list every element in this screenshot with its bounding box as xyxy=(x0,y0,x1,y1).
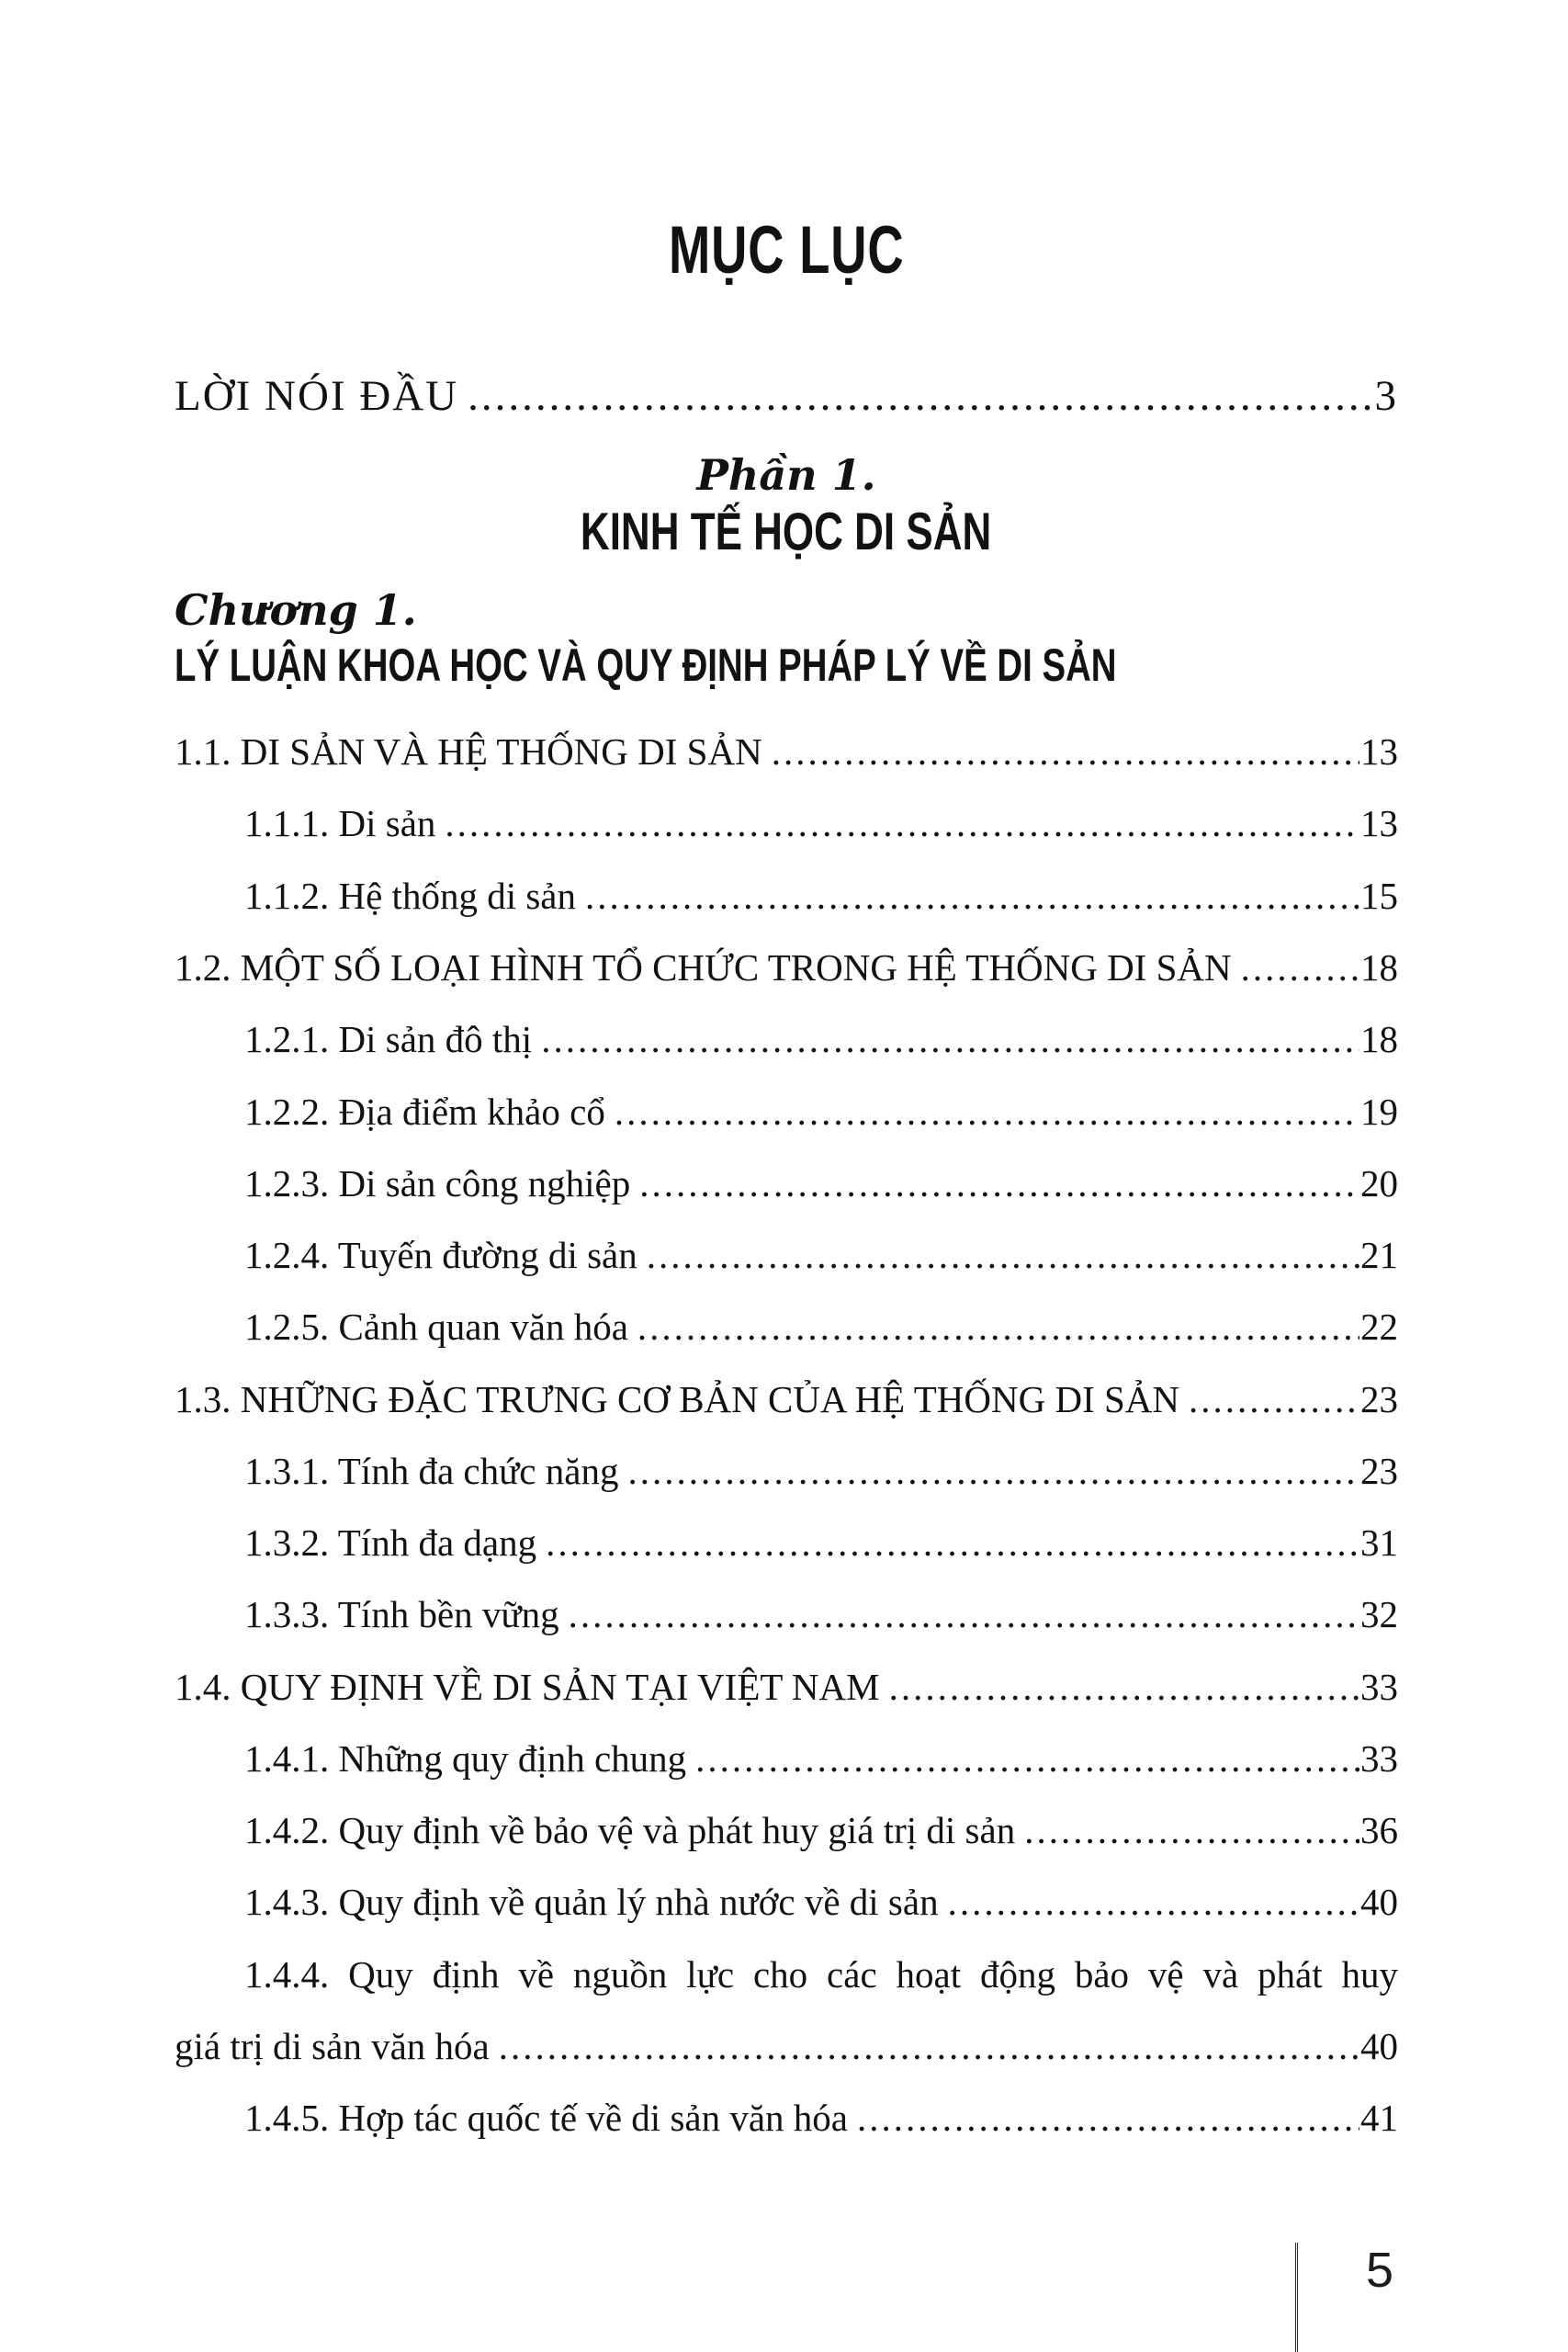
toc-entry-label: 1.3.3. Tính bền vững xyxy=(244,1593,559,1636)
part-title xyxy=(175,503,1398,560)
toc-entry-page: 19 xyxy=(1360,1090,1398,1133)
toc-entry xyxy=(175,1451,1398,1491)
toc-entry-label: 1.4. QUY ĐỊNH VỀ DI SẢN TẠI VIỆT NAM xyxy=(175,1665,880,1708)
toc-entry xyxy=(175,1163,1398,1204)
toc-entry xyxy=(175,1522,1398,1563)
toc-entry xyxy=(175,2098,1398,2138)
toc-entry xyxy=(175,1594,1398,1634)
page-content xyxy=(175,0,1398,2170)
toc-entry-label: 1.1. DI SẢN VÀ HỆ THỐNG DI SẢN xyxy=(175,730,762,774)
toc-entry xyxy=(175,1882,1398,1922)
toc-entry-label: 1.4.2. Quy định về bảo vệ và phát huy giá trị di sản xyxy=(244,1809,1016,1852)
toc-entry-page: 21 xyxy=(1360,1234,1398,1277)
toc-entry xyxy=(175,1667,1398,1707)
toc-entry-wrapped-first-line: 1.4.4. Quy định về nguồn lực cho các hoạt động bảo vệ và phát huy xyxy=(244,1952,1398,1996)
dot-leader xyxy=(499,2026,1359,2066)
toc-entry-page: 13 xyxy=(1360,730,1398,774)
toc-entry-preface xyxy=(175,373,1398,420)
toc-entry-page: 18 xyxy=(1360,946,1398,989)
toc-entry-label: 1.4.3. Quy định về quản lý nhà nước về di sản xyxy=(244,1881,939,1924)
dot-leader xyxy=(1241,947,1359,988)
toc-entry-label: 1.2.2. Địa điểm khảo cổ xyxy=(244,1090,605,1133)
toc-entry-page: 33 xyxy=(1360,1665,1398,1708)
part-kicker: Phần 1. xyxy=(696,449,876,500)
footer-page-number: 5 xyxy=(1365,2243,1394,2298)
toc-entry xyxy=(175,1379,1398,1419)
dot-leader xyxy=(546,1522,1359,1563)
toc-entry-label: 1.3.2. Tính đa dạng xyxy=(244,1521,537,1565)
toc-entry xyxy=(175,1019,1398,1059)
toc-entry xyxy=(175,1235,1398,1275)
toc-entry-label: 1.2.1. Di sản đô thị xyxy=(244,1018,533,1061)
dot-leader xyxy=(637,1306,1359,1347)
toc-entry-label: 1.2. MỘT SỐ LOẠI HÌNH TỔ CHỨC TRONG HỆ THỐNG DI SẢN xyxy=(175,946,1232,989)
dot-leader xyxy=(585,876,1359,916)
toc-entry xyxy=(175,803,1398,843)
dot-leader xyxy=(948,1882,1359,1922)
toc-entry-label: 1.2.5. Cảnh quan văn hóa xyxy=(244,1306,628,1349)
footer-rule xyxy=(1295,2243,1298,2352)
toc-entry xyxy=(175,1306,1398,1347)
dot-leader xyxy=(1189,1379,1359,1419)
toc-entry-label: 1.3. NHỮNG ĐẶC TRƯNG CƠ BẢN CỦA HỆ THỐNG DI SẢN xyxy=(175,1377,1179,1420)
toc-entry xyxy=(175,731,1398,772)
toc-entry-page: 15 xyxy=(1360,874,1398,917)
dot-leader xyxy=(541,1019,1359,1059)
chapter-title xyxy=(175,640,1398,691)
toc-entry-page: 23 xyxy=(1360,1449,1398,1492)
toc-entry-page: 40 xyxy=(1360,2025,1398,2067)
toc-entry-label: 1.1.2. Hệ thống di sản xyxy=(244,874,576,917)
toc-entry xyxy=(175,1810,1398,1850)
toc-entry-page: 3 xyxy=(1374,372,1398,420)
chapter-kicker: Chương 1. xyxy=(175,585,417,636)
dot-leader xyxy=(695,1738,1359,1779)
toc-entry xyxy=(175,1091,1398,1132)
toc-list xyxy=(175,731,1398,2138)
toc-entry-label: 1.2.3. Di sản công nghiệp xyxy=(244,1161,631,1204)
chapter-title-text: LÝ LUẬN KHOA HỌC VÀ QUY ĐỊNH PHÁP LÝ VỀ DI SẢN xyxy=(175,639,1117,692)
toc-entry-page: 23 xyxy=(1360,1377,1398,1420)
dot-leader xyxy=(1024,1810,1359,1850)
toc-entry-page: 18 xyxy=(1360,1018,1398,1061)
toc-entry-label: 1.3.1. Tính đa chức năng xyxy=(244,1449,619,1492)
toc-entry-page: 33 xyxy=(1360,1736,1398,1780)
dot-leader xyxy=(468,373,1373,420)
toc-title xyxy=(175,211,1398,288)
toc-entry-label: 1.1.1. Di sản xyxy=(244,802,436,845)
toc-entry-label: LỜI NÓI ĐẦU xyxy=(175,372,459,420)
dot-leader xyxy=(647,1235,1359,1275)
toc-entry-page: 32 xyxy=(1360,1593,1398,1636)
toc-entry-page: 40 xyxy=(1360,1881,1398,1924)
toc-title-text: MỤC LỤC xyxy=(668,211,905,288)
dot-leader xyxy=(445,803,1359,843)
toc-entry xyxy=(175,1738,1398,1779)
toc-entry-page: 20 xyxy=(1360,1161,1398,1204)
toc-entry-label: 1.4.5. Hợp tác quốc tế về di sản văn hóa xyxy=(244,2097,849,2140)
dot-leader xyxy=(639,1163,1359,1204)
dot-leader xyxy=(889,1667,1359,1707)
toc-entry-page: 41 xyxy=(1360,2097,1398,2140)
dot-leader xyxy=(627,1451,1359,1491)
part-title-text: KINH TẾ HỌC DI SẢN xyxy=(581,501,992,561)
dot-leader xyxy=(772,731,1359,772)
toc-entry-label: 1.2.4. Tuyến đường di sản xyxy=(244,1234,637,1277)
toc-entry xyxy=(175,876,1398,916)
dot-leader xyxy=(615,1091,1359,1132)
dot-leader xyxy=(569,1594,1359,1634)
toc-entry xyxy=(175,2026,1398,2066)
toc-entry xyxy=(175,947,1398,988)
toc-entry-page: 36 xyxy=(1360,1809,1398,1852)
toc-entry-page: 31 xyxy=(1360,1521,1398,1565)
toc-entry-page: 22 xyxy=(1360,1306,1398,1349)
toc-entry-page: 13 xyxy=(1360,802,1398,845)
toc-entry-label: giá trị di sản văn hóa xyxy=(175,2025,490,2067)
dot-leader xyxy=(857,2098,1359,2138)
toc-entry-label: 1.4.1. Những quy định chung xyxy=(244,1736,687,1780)
